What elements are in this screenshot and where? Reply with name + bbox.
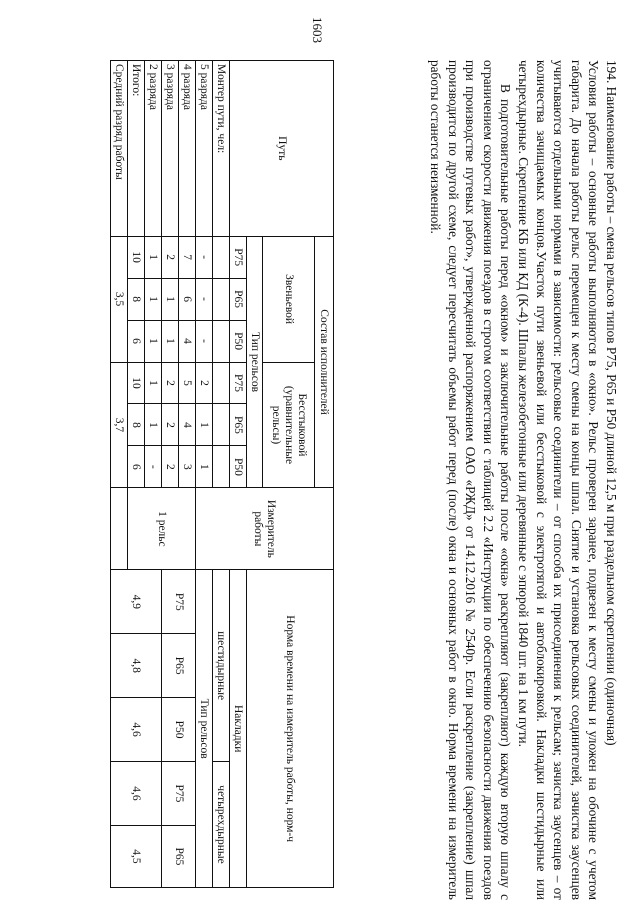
table-cell: - bbox=[196, 278, 213, 320]
table-cell: 4 bbox=[179, 320, 196, 362]
table-cell: 4 bbox=[179, 404, 196, 446]
total-cell: 6 bbox=[128, 446, 145, 488]
table-cell: 1 bbox=[162, 278, 179, 320]
table-cell: 5 bbox=[179, 362, 196, 404]
header-rail-type: Тип рельсов bbox=[247, 236, 263, 488]
table-cell: - bbox=[145, 446, 162, 488]
header-rail: Р75 bbox=[230, 362, 247, 404]
table-cell: 1 bbox=[196, 404, 213, 446]
page-number: 1603 bbox=[310, 17, 325, 43]
meter-empty-cell bbox=[111, 488, 128, 570]
header-meter: Измеритель работы bbox=[196, 488, 334, 570]
monter-label: Монтер пути, чел: bbox=[213, 61, 230, 237]
header-rail-norm: Р75 bbox=[162, 570, 196, 634]
header-rail-type-norm: Тип рельсов bbox=[196, 570, 213, 888]
header-rail: Р50 bbox=[230, 320, 247, 362]
total-cell: 10 bbox=[128, 236, 145, 278]
table-row-label: 3 разряда bbox=[162, 61, 179, 237]
table-cell: 2 bbox=[162, 446, 179, 488]
work-title: 194. Наименование работы – смена рельсов типов Р75, Р65 и Р50 длиной 12,5 м при раздельном скреплении (одиночная) bbox=[604, 60, 619, 746]
avg-grade-besstykovoy: 3,7 bbox=[111, 362, 128, 488]
total-cell: 6 bbox=[128, 320, 145, 362]
avg-grade-zvenevoy: 3,5 bbox=[111, 236, 128, 362]
table-cell: 1 bbox=[162, 320, 179, 362]
total-cell: 8 bbox=[128, 404, 145, 446]
header-rail-norm: Р65 bbox=[162, 825, 196, 887]
table-cell: 2 bbox=[162, 404, 179, 446]
norm-value: 4,6 bbox=[111, 762, 162, 826]
header-crew: Состав исполнителей bbox=[315, 236, 334, 488]
table-cell: 6 bbox=[179, 278, 196, 320]
header-rail-norm: Р50 bbox=[162, 698, 196, 762]
header-besstykovoy: Бесстыковой (уравнительные рельсы) bbox=[263, 362, 315, 488]
header-chetyrekhdyrnye: четырехдырные bbox=[213, 762, 230, 888]
table-row-label: 2 разряда bbox=[145, 61, 162, 237]
table-cell: 7 bbox=[179, 236, 196, 278]
total-cell: 10 bbox=[128, 362, 145, 404]
table-row-label: 5 разряда bbox=[196, 61, 213, 237]
table-cell: 1 bbox=[196, 446, 213, 488]
table-cell: 1 bbox=[145, 362, 162, 404]
header-zvenevoy: Звеньевой bbox=[263, 236, 315, 362]
table-cell: 1 bbox=[145, 320, 162, 362]
norm-value: 4,9 bbox=[111, 570, 162, 634]
total-label: Итого: bbox=[128, 61, 145, 237]
header-shestidyrnye: шестидырные bbox=[213, 570, 230, 762]
table-cell: 3 bbox=[179, 446, 196, 488]
work-conditions: Условия работы – основные работы выполняются в «окно». Рельс проверен заранее, подвезен к месту смены и уложен на обочине с учетом габарита. До начала работы рельс перемещен к месту смены на концы шпал. Снятие и установка рельсовых соединителей, зачистка заусенцев учитываются отдельными нормами в зависимости: рельсовые соединители – от способа их присоединения к рельсам; зачистка заусенцев – от количества зачищаемых концов.Участок пути звеньевой или бесстыковой с электротягой и автоблокировкой. Накладки шестидырные или четырехдырные. Скрепление КБ или КД (К-4). Шпалы железобетонные или деревянные с эпюрой 1840 шт. на 1 км пути. bbox=[516, 60, 602, 900]
norm-value: 4,6 bbox=[111, 698, 162, 762]
avg-grade-label: Средний разряд работы bbox=[111, 61, 128, 237]
header-rail: Р50 bbox=[230, 446, 247, 488]
table-cell: 2 bbox=[162, 236, 179, 278]
total-cell: 8 bbox=[128, 278, 145, 320]
norm-value: 4,5 bbox=[111, 825, 162, 887]
header-nakladki: Накладки bbox=[230, 570, 247, 888]
norm-table bbox=[110, 60, 334, 888]
preparatory-works: В подготовительные работы перед «окном» и заключительные работы после «окна» раскрепляют (закрепляют) каждую вторую шпалу с ограничением скорости движения поездов в строгом соответствии с таблицей 2.2 «Инструкции по обеспечению безопасности движения поездов при производстве путевых работ», утвержденной распоряжением ОАО «РЖД» от 14.12.2016 № 2540р. Если раскрепление (закрепление) шпал производится по другой схеме, следует пересчитать объемы работ перед (после) окна и основных работ в окно. Норма времени на измеритель работы останется неизменной. bbox=[428, 60, 514, 900]
header-path: Путь bbox=[230, 61, 334, 237]
meter-value: 1 рельс bbox=[128, 488, 196, 570]
rotated-page-content bbox=[60, 60, 620, 900]
table-cell: 1 bbox=[145, 404, 162, 446]
table-cell: 2 bbox=[162, 362, 179, 404]
table-cell: - bbox=[196, 236, 213, 278]
header-rail: Р65 bbox=[230, 278, 247, 320]
table-row-label: 4 разряда bbox=[179, 61, 196, 237]
table-cell: - bbox=[196, 320, 213, 362]
header-rail: Р75 bbox=[230, 236, 247, 278]
header-rail-norm: Р65 bbox=[162, 634, 196, 698]
header-norm: Норма времени на измеритель работы, норм-ч bbox=[247, 570, 334, 888]
table-cell: 1 bbox=[145, 236, 162, 278]
norm-value: 4,8 bbox=[111, 634, 162, 698]
header-rail: Р65 bbox=[230, 404, 247, 446]
table-cell: 1 bbox=[145, 278, 162, 320]
header-rail-norm: Р75 bbox=[162, 762, 196, 826]
table-cell: 2 bbox=[196, 362, 213, 404]
